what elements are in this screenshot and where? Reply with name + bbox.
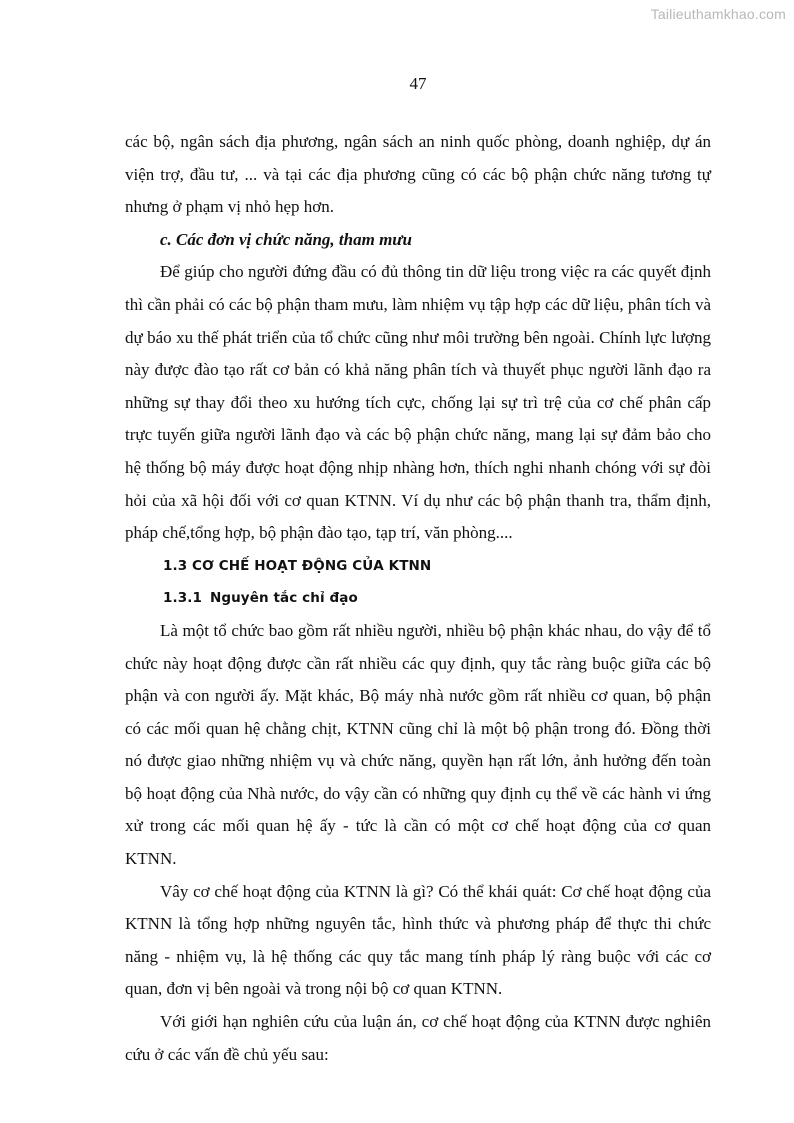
watermark: Tailieuthamkhao.com <box>650 6 786 22</box>
subsection-heading-1-3-1 <box>125 582 711 615</box>
section-heading-1-3: 1.3 CƠ CHẾ HOẠT ĐỘNG CỦA KTNN <box>163 557 432 574</box>
document-body <box>125 126 711 1071</box>
paragraph-principles: Là một tổ chức bao gồm rất nhiều người, nhiều bộ phận khác nhau, do vậy để tổ chức này hoạt động được cần rất nhiều các quy định, quy tắc ràng buộc giữa các bộ phận và con người ấy. Mặt khác, Bộ máy nhà nước gồm rất nhiều cơ quan, bộ phận có các mối quan hệ chằng chịt, KTNN cũng chỉ là một bộ phận trong đó. Đồng thời nó được giao những nhiệm vụ và chức năng, quyền hạn rất lớn, ảnh hưởng đến toàn bộ hoạt động của Nhà nước, do vậy cần có những quy định cụ thể về các hành vi ứng xử trong các mối quan hệ ấy - tức là cần có một cơ chế hoạt động của cơ quan KTNN. <box>125 620 711 869</box>
subheading-c: c. Các đơn vị chức năng, tham mưu <box>160 229 412 249</box>
paragraph-definition: Vây cơ chế hoạt động của KTNN là gì? Có thể khái quát: Cơ chế hoạt động của KTNN là tổng hợp những nguyên tắc, hình thức và phương pháp để thực thi chức năng - nhiệm vụ, là hệ thống các quy tắc mang tính pháp lý ràng buộc với các cơ quan, đơn vị bên ngoài và trong nội bộ cơ quan KTNN. <box>125 881 711 999</box>
paragraph-staff-units: Để giúp cho người đứng đầu có đủ thông tin dữ liệu trong việc ra các quyết định thì cần phải có các bộ phận tham mưu, làm nhiệm vụ tập hợp các dữ liệu, phân tích và dự báo xu thế phát triển của tổ chức cũng như môi trường bên ngoài. Chính lực lượng này được đào tạo rất cơ bản có khả năng phân tích và thuyết phục người lãnh đạo ra những sự thay đổi theo xu hướng tích cực, chống lại sự trì trệ của cơ chế phân cấp trực tuyến giữa người lãnh đạo và các bộ phận chức năng, mang lại sự đảm bảo cho hệ thống bộ máy được hoạt động nhịp nhàng hơn, thích nghi nhanh chóng với sự đòi hỏi của xã hội đối với cơ quan KTNN. Ví dụ như các bộ phận thanh tra, thẩm định, pháp chế,tổng hợp, bộ phận đào tạo, tạp trí, văn phòng.... <box>125 262 711 543</box>
page-number: 47 <box>409 74 427 93</box>
paragraph-continuation: các bộ, ngân sách địa phương, ngân sách an ninh quốc phòng, doanh nghiệp, dự án viện trợ, đầu tư, ... và tại các địa phương cũng có các bộ phận chức năng tương tự nhưng ở phạm vị nhỏ hẹp hơn. <box>125 132 711 217</box>
subsection-title: Nguyên tắc chỉ đạo <box>209 590 358 607</box>
subsection-number: 1.3.1 <box>163 590 202 607</box>
paragraph-scope: Với giới hạn nghiên cứu của luận án, cơ chế hoạt động của KTNN được nghiên cứu ở các vấn đề chủ yếu sau: <box>125 1012 711 1064</box>
